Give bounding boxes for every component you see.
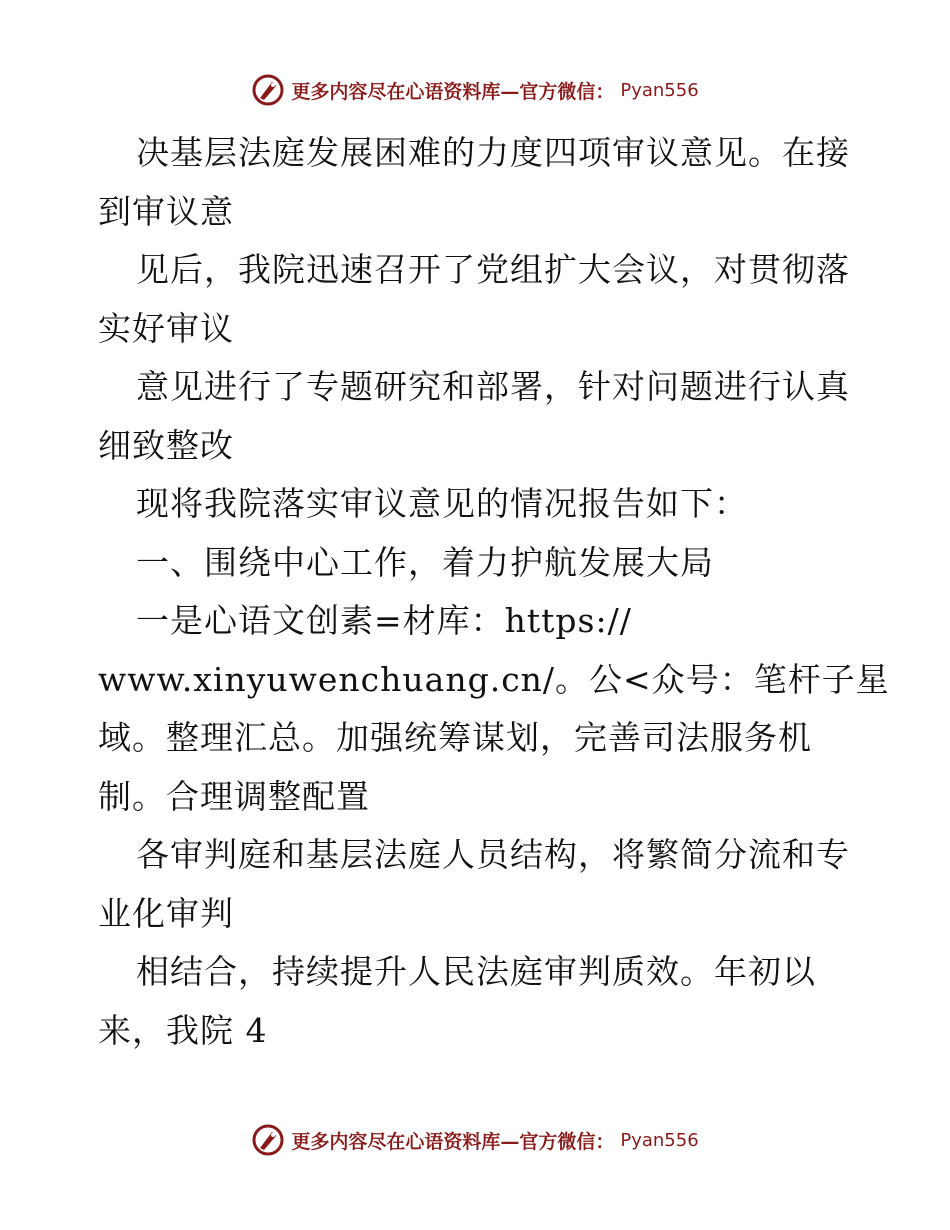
document-body <box>98 124 890 1060</box>
header-banner-text: 更多内容尽在心语资料库—官方微信： <box>291 80 615 103</box>
text-line: 域。整理汇总。加强统筹谋划，完善司法服务机 <box>98 718 812 757</box>
footer-banner-text: 更多内容尽在心语资料库—官方微信： <box>291 1130 615 1153</box>
text-line: 相结合，持续提升人民法庭审判质效。年初以 <box>136 952 816 991</box>
pen-nib-logo-icon <box>251 73 285 107</box>
footer-wechat-id: Pyan556 <box>620 1129 699 1151</box>
text-line: 到审议意 <box>98 191 234 231</box>
pen-nib-logo-icon <box>251 1123 285 1157</box>
footer-banner <box>0 1120 950 1160</box>
text-line: 各审判庭和基层法庭人员结构，将繁简分流和专 <box>136 835 850 874</box>
text-line: 决基层法庭发展困难的力度四项审议意见。在接 <box>136 133 850 172</box>
header-wechat-id: Pyan556 <box>620 79 699 101</box>
text-line: 意见进行了专题研究和部署，针对问题进行认真 <box>136 367 850 406</box>
url-line: www.xinyuwenchuang.cn/。公<众号：笔杆子星 <box>98 659 890 699</box>
text-line: 业化审判 <box>98 893 234 933</box>
section-heading: 一、围绕中心工作，着力护航发展大局 <box>136 542 714 582</box>
text-line: 现将我院落实审议意见的情况报告如下： <box>136 484 748 523</box>
text-line: 实好审议 <box>98 308 234 348</box>
text-line: 一是心语文创素=材库：https:// <box>136 601 632 640</box>
header-banner <box>0 70 950 110</box>
text-line: 见后，我院迅速召开了党组扩大会议，对贯彻落 <box>136 250 850 289</box>
text-line: 来，我院 4 <box>98 1010 268 1050</box>
text-line: 细致整改 <box>98 425 234 465</box>
text-line: 制。合理调整配置 <box>98 776 370 816</box>
